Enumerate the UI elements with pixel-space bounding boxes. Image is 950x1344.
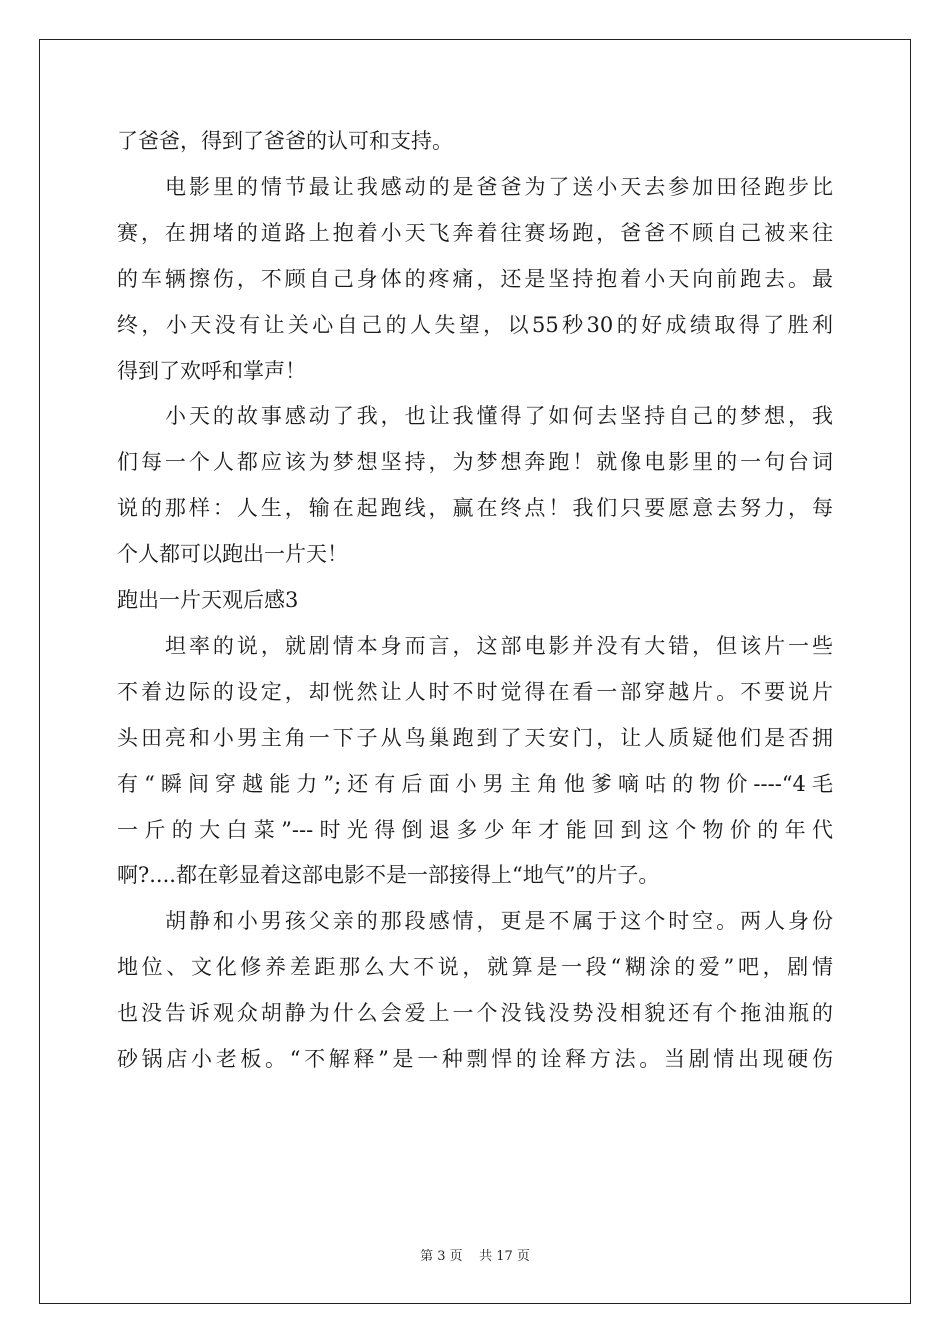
text-line: 有“瞬间穿越能力”;还有后面小男主角他爹嘀咕的物价----“4毛 (117, 772, 833, 796)
text-line: 啊?....都在彰显着这部电影不是一部接得上“地气”的片子。 (117, 863, 660, 887)
text-line: 头田亮和小男主角一下子从鸟巢跑到了天安门，让人质疑他们是否拥 (117, 726, 833, 750)
text-line: 赛，在拥堵的道路上抱着小天飞奔着往赛场跑，爸爸不顾自己被来往 (117, 221, 833, 245)
page-footer (0, 1249, 950, 1265)
section-heading: 跑出一片天观后感3 (117, 588, 299, 612)
text-line: 个人都可以跑出一片天！ (117, 542, 348, 566)
text-line: 一斤的大白菜”---时光得倒退多少年才能回到这个物价的年代 (117, 818, 833, 842)
text-line: 们每一个人都应该为梦想坚持，为梦想奔跑！就像电影里的一句台词 (117, 450, 833, 474)
text-line: 胡静和小男孩父亲的那段感情，更是不属于这个时空。两人身份 (165, 909, 833, 933)
text-line: 砂锅店小老板。“不解释”是一种剽悍的诠释方法。当剧情出现硬伤 (117, 1047, 833, 1071)
text-line: 得到了欢呼和掌声！ (117, 359, 306, 383)
text-line: 坦率的说，就剧情本身而言，这部电影并没有大错，但该片一些 (165, 634, 833, 658)
page-number: 第 3 页 共 17 页 (420, 1249, 530, 1264)
text-line: 电影里的情节最让我感动的是爸爸为了送小天去参加田径跑步比 (165, 175, 833, 199)
text-line: 地位、文化修养差距那么大不说，就算是一段“糊涂的爱”吧，剧情 (117, 955, 833, 979)
text-line: 的车辆擦伤，不顾自己身体的疼痛，还是坚持抱着小天向前跑去。最 (117, 267, 833, 291)
text-line: 小天的故事感动了我，也让我懂得了如何去坚持自己的梦想，我 (165, 404, 833, 428)
text-line: 也没告诉观众胡静为什么会爱上一个没钱没势没相貌还有个拖油瓶的 (117, 1001, 833, 1025)
text-line: 了爸爸，得到了爸爸的认可和支持。 (117, 129, 453, 153)
text-line: 说的那样：人生，输在起跑线，赢在终点！我们只要愿意去努力，每 (117, 496, 833, 520)
text-line: 终，小天没有让关心自己的人失望，以55秒30的好成绩取得了胜利 (117, 313, 833, 337)
text-line: 不着边际的设定，却恍然让人时不时觉得在看一部穿越片。不要说片 (117, 680, 833, 704)
